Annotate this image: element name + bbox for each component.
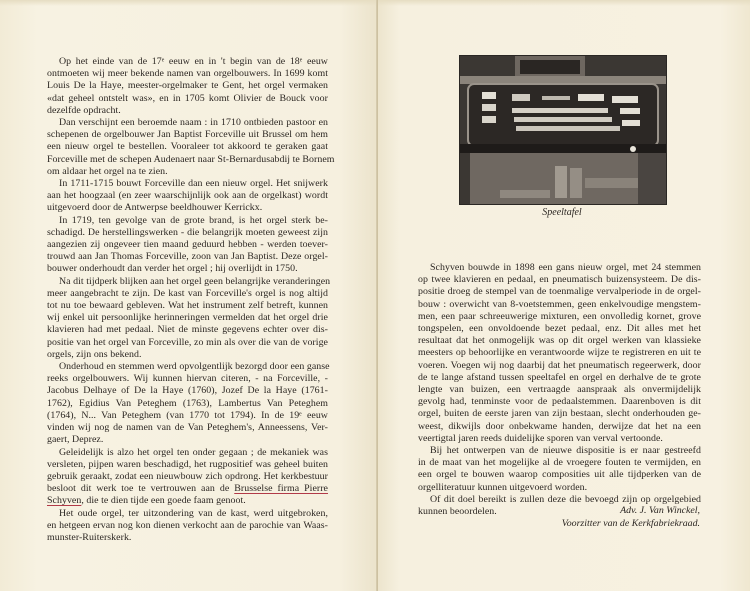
book-gutter bbox=[376, 0, 378, 591]
text-line: besloot dit werk toe te vertrouwen aan de Brusselse firma Pierre bbox=[47, 483, 328, 495]
text-line: Onderhoud en stemmen werd opvolgentlijk bezorgd door een ganse bbox=[59, 361, 330, 373]
text-line: gaert, Deprez. bbox=[47, 434, 104, 446]
text-line: een orgel te bouwen waarop composities uit alle tijdperken van de bbox=[418, 469, 701, 481]
text-line: Geleidelijk is alzo het orgel ten onder gegaan ; de mekaniek was bbox=[59, 446, 328, 458]
text-line: gebruik geraakt, zodat een nieuwbouw zich opdrong. Het kerkbestuur bbox=[47, 470, 328, 482]
text-line: dezelfde opdracht. bbox=[47, 104, 121, 116]
left-paragraph bbox=[47, 508, 328, 545]
right-page-body bbox=[418, 262, 701, 518]
text-line: veertigtal jaren reeds duidelijke sporen van verval vertoonde. bbox=[418, 432, 663, 444]
text-line: kunnen beoordelen. bbox=[418, 506, 497, 518]
organ-console-image bbox=[460, 56, 666, 204]
text-line: Op het einde van de 17ᵉ eeuw en in 't begin van de 18ᵉ eeuw bbox=[59, 56, 328, 67]
text-line: (1764), N... Van Peteghem (van 1770 tot 1794). In de 19ᵉ eeuw bbox=[47, 409, 328, 421]
organ-console-photo bbox=[459, 55, 667, 205]
left-paragraph bbox=[47, 56, 328, 117]
text-line: weest, dikwijls door onbekwame handen, derwijze dat het na een bbox=[418, 420, 701, 432]
text-line: meer aangebracht te zijn. De kast van Forceville's orgel is nog altijd bbox=[47, 287, 328, 299]
text-line: schadigd. De herstellingswerken - die belangrijk moeten geweest zijn bbox=[47, 226, 328, 238]
text-line: wij enkel uit persoonlijke herinneringen vermelden dat het orgel drie bbox=[47, 312, 328, 324]
text-line: 1762), Egidius Van Peteghem (1763), Lambertus Van Peteghem bbox=[47, 397, 328, 409]
text-line: positie van het orgel van Forceville, zo min als over die van de vorige bbox=[47, 336, 328, 348]
left-paragraph bbox=[47, 178, 328, 215]
text-line: Louis De la Haye, meester-orgelmaker te Gent, het orgel vermaken bbox=[47, 80, 328, 92]
text-line: bouwer onderhoudt dan verder het orgel ; hij overlijdt in 1750. bbox=[47, 263, 298, 275]
text-line: In 1711-1715 bouwt Forceville dan een nieuw orgel. Het snijwerk bbox=[59, 178, 328, 190]
text-line: tot nu toe bewaard gebleven. Wat het instrument zelf betreft, kunnen bbox=[47, 300, 328, 312]
page-top-shadow bbox=[0, 0, 750, 6]
text-line: orgelliteratuur kunnen uitgevoerd worden. bbox=[418, 481, 588, 493]
text-line: Dan verschijnt een beroemde naam : in 1710 ontbieden pastoor en bbox=[59, 117, 328, 129]
text-line: reeks orgelbouwers. Wij kunnen hiervan citeren, - na Forceville, - bbox=[47, 373, 328, 385]
pen-underlined-text: Schyven bbox=[47, 495, 82, 507]
pen-underlined-text: Brusselse firma Pierre bbox=[234, 483, 328, 495]
text-line: de te lange afstand tussen speeltafel en orgel en derhalve de te grote bbox=[418, 371, 701, 383]
text-line: lengte van buizen, een vertraagde aanspraak als onvermijdelijk bbox=[418, 384, 701, 396]
text-line: en hetgeen ervan nog kon dienen verkocht aan de parochie van Waas- bbox=[47, 519, 328, 531]
text-line: Of dit doel bereikt is zullen deze die bevoegd zijn op orgelgebied bbox=[430, 493, 701, 505]
text-line: Bij het ontwerpen van de nieuwe dispositie is er naar gestreefd bbox=[430, 445, 701, 457]
text-line: Jacobus Delhaye of De la Haye (1760), Jozef De la Haye (1761- bbox=[47, 385, 328, 397]
text-line: Na dit tijdperk blijken aan het orgel geen belangrijke veranderingen bbox=[59, 275, 331, 287]
text-line: orgels, zijn ons bekend. bbox=[47, 348, 142, 360]
left-paragraph bbox=[47, 215, 328, 276]
signature-name: Adv. J. Van Winckel, bbox=[620, 505, 700, 516]
text-line: In 1719, ten gevolge van de grote brand, is het orgel sterk be- bbox=[59, 214, 328, 226]
left-paragraph bbox=[47, 361, 328, 446]
signature-block bbox=[562, 505, 700, 530]
text-line: Forceville met de schepen Audenaert naar St-Bernardusabdij te Bornem bbox=[47, 153, 335, 165]
text-line: gevolg had, tenminste voor de pedaalstemmen. Daarenboven is dit bbox=[418, 396, 701, 408]
text-line: vinden wij nog de namen van de Van Peteghem's, Anneessens, Ver- bbox=[47, 422, 328, 434]
text-line: aan het hoogzaal (en zeer waarschijnlijk ook aan de orgelkast) wordt bbox=[47, 190, 328, 202]
right-paragraph bbox=[418, 262, 701, 445]
text-line: in de maat van het mogelijke al de vroegere fouten te vermijden, en bbox=[418, 457, 701, 469]
text-line: tongspelen, een onvoldoende bezet pedaal, enz. Dit alles met het bbox=[418, 323, 701, 335]
photo-caption: Speeltafel bbox=[542, 207, 582, 218]
text-line: Schyven, die te dien tijde een goede faam genoot. bbox=[47, 495, 246, 507]
text-line: trouwd aan Jan Thomas Forceville, zoon van Jan Baptist. Deze orgel- bbox=[47, 251, 328, 263]
text-line: resultaat dat het onmogelijk was op dit orgel werken van klassieke bbox=[418, 335, 701, 347]
signature-title: Voorzitter van de Kerkfabriekraad. bbox=[561, 517, 700, 529]
text-line: op twee klavieren en pedaal, en pneumatisch buizensysteem. De dis- bbox=[418, 274, 701, 286]
text-line: positie droeg de stempel van de toenmalige vervalperiode in de orgel- bbox=[418, 286, 701, 298]
text-line: ontmoeten wij meer bekende namen van orgelbouwers. In 1699 komt bbox=[47, 68, 328, 80]
text-line: Schyven bouwde in 1898 een gans nieuw orgel, met 24 stemmen bbox=[430, 262, 701, 273]
text-line: bouw : overwicht van 8-voetstemmen, geen enkelvoudige mengstem- bbox=[418, 298, 701, 310]
text-line: aangezien zij ongeveer tien maand geduurd hebben - werden toever- bbox=[47, 239, 328, 251]
text-line: orgel, buiten de eerste jaren van zijn bestaan, slecht onderhouden ge- bbox=[418, 408, 701, 420]
text-line: «dat geheel ontstelt was», en in 1705 komt Olivier de Bouck voor bbox=[47, 92, 328, 104]
text-line: een nieuw orgel te bestellen. Vooraleer tot akkoord te geraken gaat bbox=[47, 141, 328, 153]
left-page-body bbox=[47, 56, 335, 544]
right-paragraph bbox=[418, 445, 701, 494]
text-line: schepenen de orgelbouwer Jan Baptist Forceville uit Brussel om hem bbox=[47, 129, 328, 141]
text-line: om aldaar het orgel na te zien. bbox=[47, 165, 168, 177]
text-line: Het oude orgel, ter uitzondering van de kast, werd uitgebroken, bbox=[59, 507, 328, 519]
left-paragraph bbox=[47, 117, 335, 178]
text-line: meesters op behoorlijke en verantwoorde wijze te registreren en uit te bbox=[418, 347, 701, 359]
text-line: versleten, pijpen waren beschadigd, het rugpositief was geheel buiten bbox=[47, 458, 328, 470]
text-line: men, een paar schreeuwerige mixturen, een onvolledig kornet, grove bbox=[418, 310, 701, 322]
text-line: klavieren had met pedaal. Niet de minste gegevens echter over dis- bbox=[47, 324, 328, 336]
left-paragraph bbox=[47, 275, 331, 361]
text-line: uitgevoerd door de Antwerpse beeldhouwer Kerrickx. bbox=[47, 202, 263, 214]
text-line: munster-Ruiterskerk. bbox=[47, 531, 132, 543]
text-line: voeren. Voegen wij nog daarbij dat het pneumatisch regeerwerk, door bbox=[418, 359, 701, 371]
left-paragraph bbox=[47, 447, 328, 508]
